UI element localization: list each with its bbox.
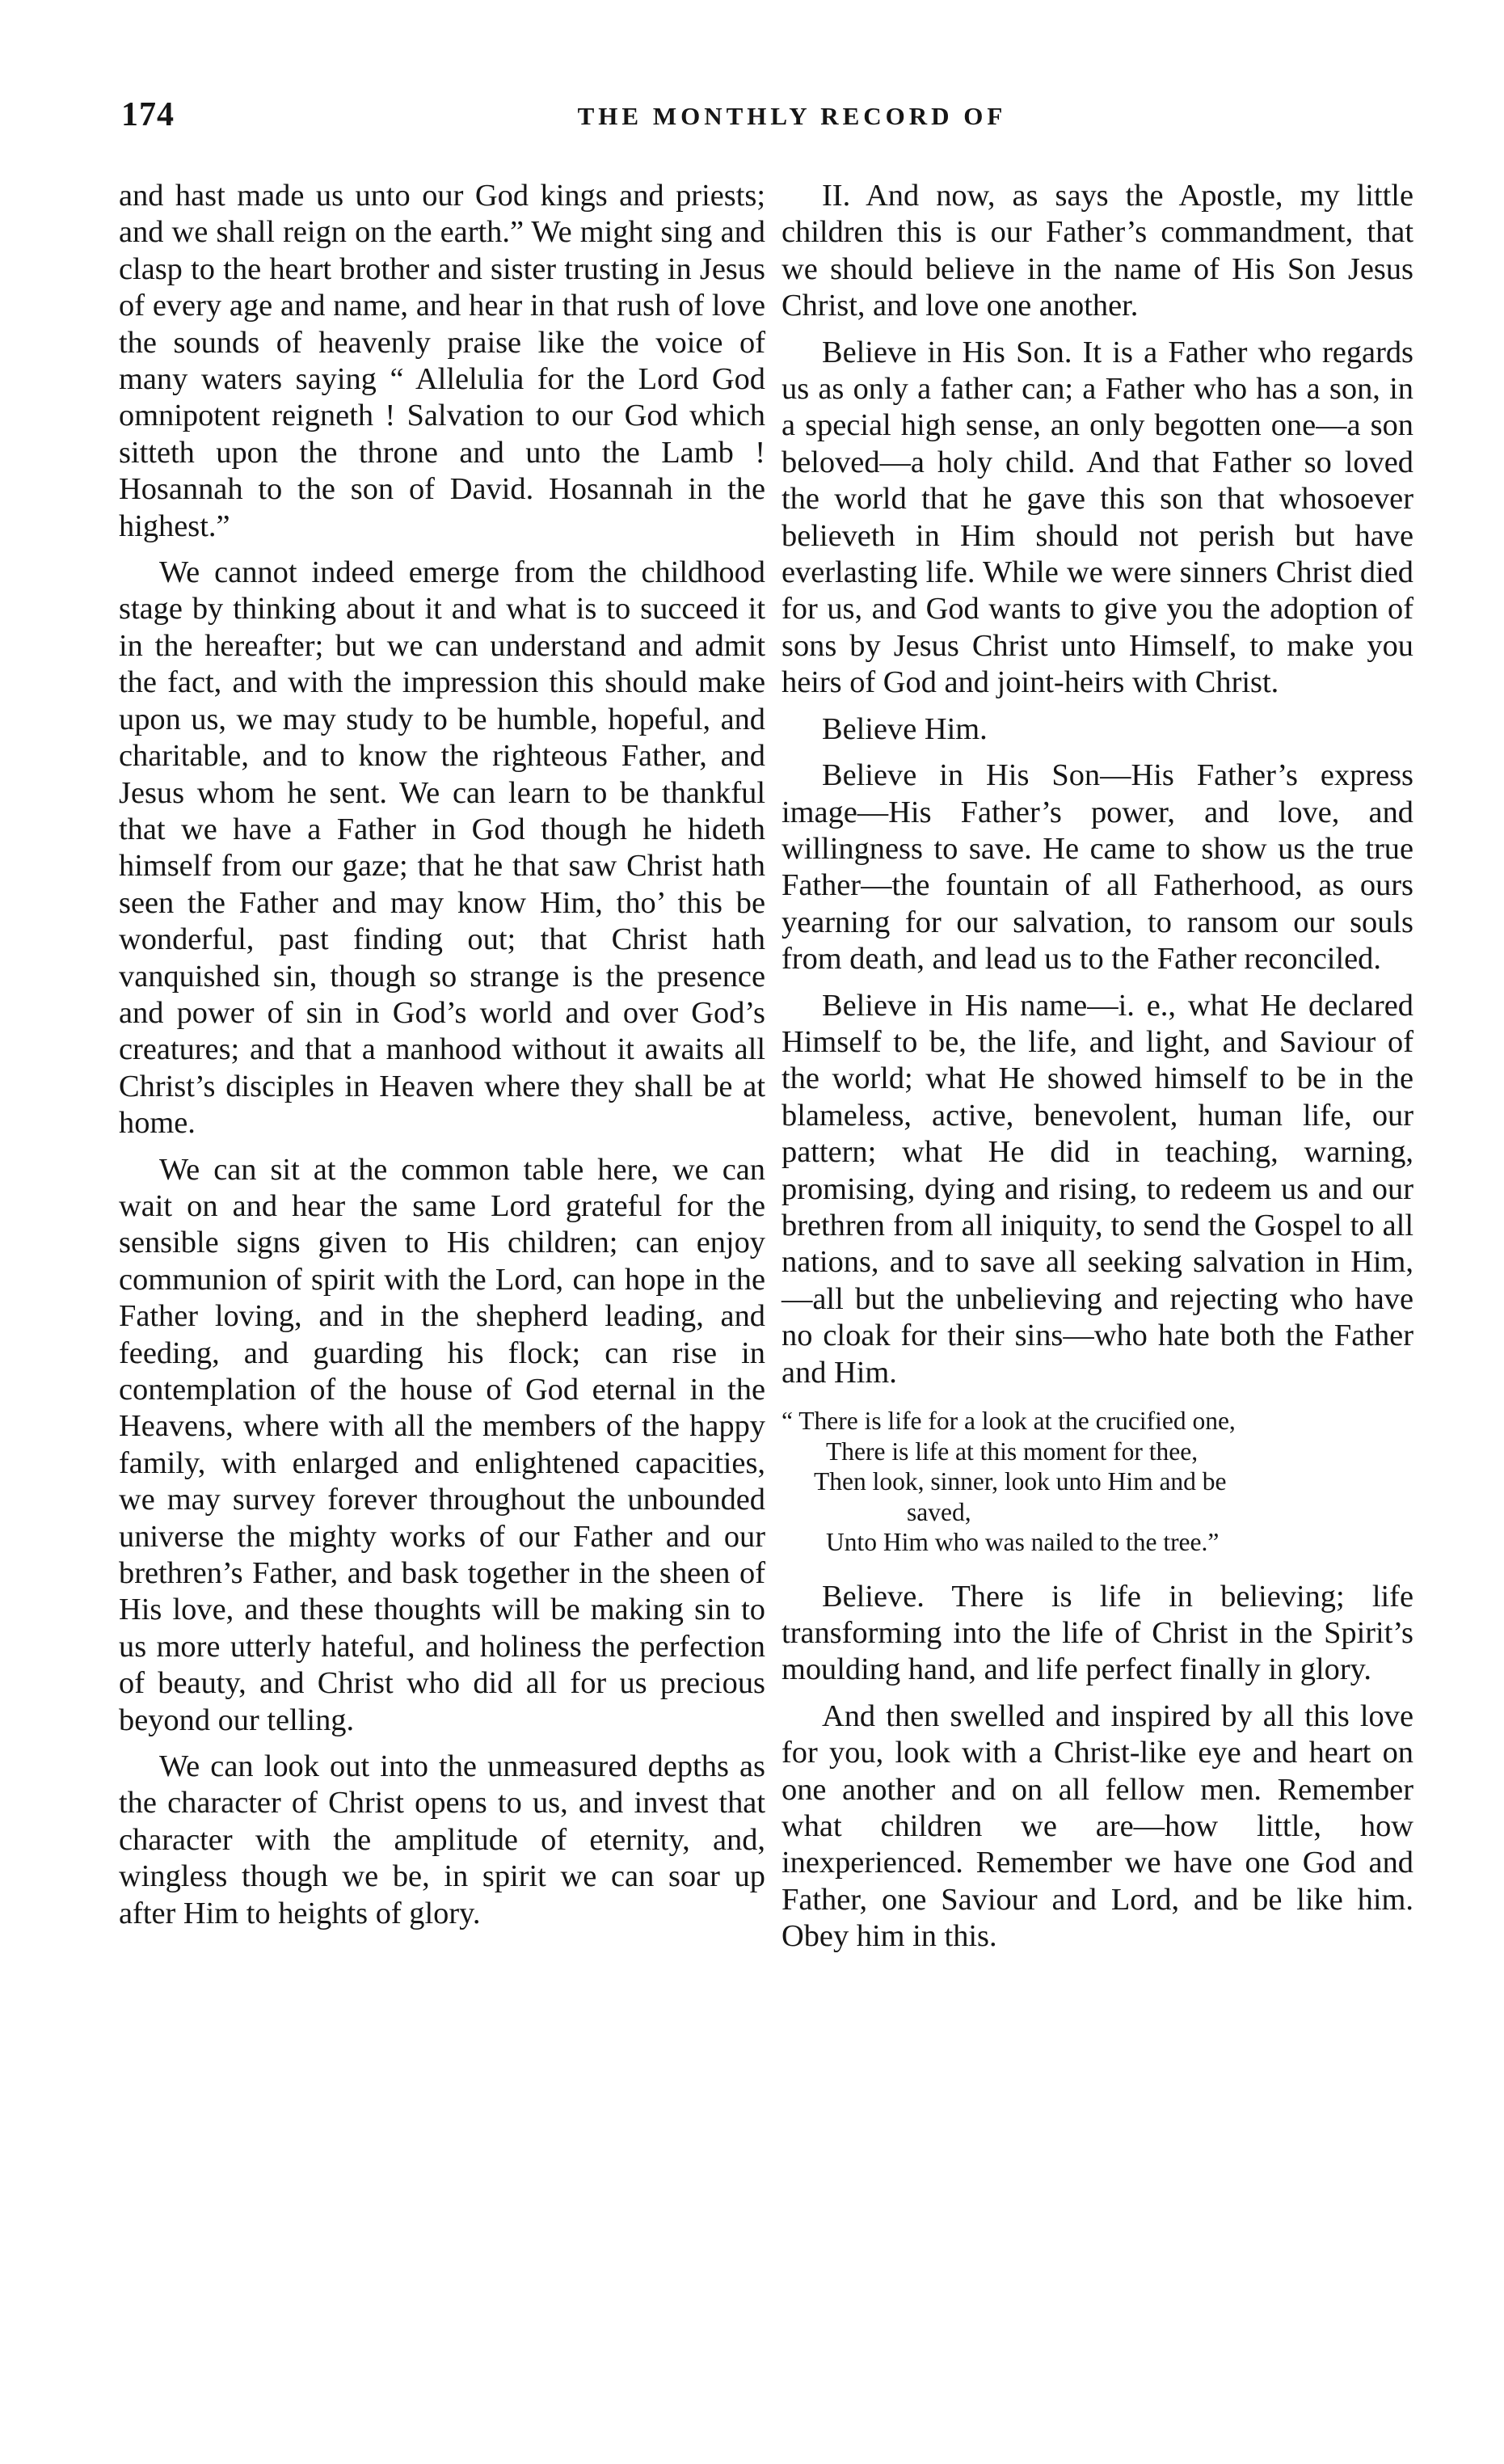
right-column (781, 178, 1413, 1965)
paragraph: Believe Him. (822, 711, 988, 746)
page-header (0, 95, 1504, 144)
paragraph: We can look out into the unmeasured depths as the character of Christ opens to us, and invest that character with the amplitude of eternity, and, wingless though we be, in spirit we can soar up after Him to heights of glory. (119, 1749, 765, 1930)
paragraph: Believe in His Son—His Father’s express image—His Father’s power, and love, and willingness to save. He came to show us the true Father—the fountain of all Fatherhood, as ours yearning for our salvation, to ransom our souls from death, and lead us to the Father reconciled. (781, 758, 1413, 977)
poem-line: “ There is life for a look at the crucified one, (781, 1407, 1236, 1435)
paragraph: And then swelled and inspired by all this love for you, look with a Christ-like eye and heart on one another and on all fellow men. Remember what children we are—how little, how inexperienced. Remember we have one God and Father, one Saviour and Lord, and be like him. Obey him in this. (781, 1698, 1413, 1954)
poem-line: Unto Him who was nailed to the tree.” (826, 1528, 1220, 1556)
paragraph: Believe. There is life in believing; life transforming into the life of Christ in the Spirit’s moulding hand, and life perfect finally in glory. (781, 1579, 1413, 1687)
paragraph: II. And now, as says the Apostle, my little children this is our Father’s commandment, that we should believe in the name of His Son Jesus Christ, and love one another. (781, 179, 1413, 323)
paragraph: and hast made us unto our God kings and priests; and we shall reign on the earth.” We might sing and clasp to the heart brother and sister trusting in Jesus of every age and name, and hear in that rush of love the sounds of heavenly praise like the voice of many waters saying “ Allelulia for the Lord God omnipotent reigneth ! Salvation to our God which sitteth upon the throne and unto the Lamb ! Hosannah to the son of David. Hosannah in the highest.” (119, 179, 765, 543)
poem-quote (781, 1406, 1413, 1558)
left-column (119, 178, 765, 1942)
poem-line: There is life at this moment for thee, (826, 1437, 1199, 1466)
paragraph: Believe in His Son. It is a Father who regards us as only a father can; a Father who has a son, in a special high sense, an only begotten one—a son beloved—a holy child. And that Father so loved the world that he gave this son that whosoever believeth in Him should not perish but have everlasting life. While we were sinners Christ died for us, and God wants to give you the adoption of sons by Jesus Christ unto Himself, to make you heirs of God and joint-heirs with Christ. (781, 335, 1413, 700)
running-title: THE MONTHLY RECORD OF (577, 102, 1007, 130)
poem-line: saved, (907, 1497, 971, 1526)
paragraph: We cannot indeed emerge from the childhood stage by thinking about it and what is to succeed it in the hereafter; but we can understand and admit the fact, and with the impression this should make upon us, we may study to be humble, hopeful, and charitable, and to know the righteous Father, and Jesus whom he sent. We can learn to be thankful that we have a Father in God though he hideth himself from our gaze; that he that saw Christ hath seen the Father and may know Him, tho’ this be wonderful, past finding out; that Christ hath vanquished sin, though so strange is the presence and power of sin in God’s world and over God’s creatures; and that a manhood without it awaits all Christ’s disciples in Heaven where they shall be at home. (119, 555, 765, 1141)
paragraph: We can sit at the common table here, we can wait on and hear the same Lord grateful for the sensible signs given to His children; can enjoy communion of spirit with the Lord, can hope in the Father loving, and in the shepherd leading, and feeding, and guarding his flock; can rise in contemplation of the house of God eternal in the Heavens, where with all the members of the happy family, with enlarged and enlightened capacities, we may survey forever throughout the unbounded universe the mighty works of our Father and our brethren’s Father, and bask together in the sheen of His love, and these thoughts will be making sin to us more utterly hateful, and holiness the perfection of beauty, and Christ who did all for us precious beyond our telling. (119, 1152, 765, 1737)
paragraph: Believe in His name—i. e., what He declared Himself to be, the life, and light, and Saviour of the world; what He showed himself to be in the blameless, active, benevolent, human life, our pattern; what He did in teaching, warning, promising, dying and rising, to redeem us and our brethren from all iniquity, to send the Gospel to all nations, and to save all seeking salvation in Him,—all but the unbelieving and rejecting who have no cloak for their sins—who hate both the Father and Him. (781, 988, 1413, 1390)
poem-line: Then look, sinner, look unto Him and be (814, 1467, 1227, 1496)
page-number: 174 (121, 96, 175, 133)
